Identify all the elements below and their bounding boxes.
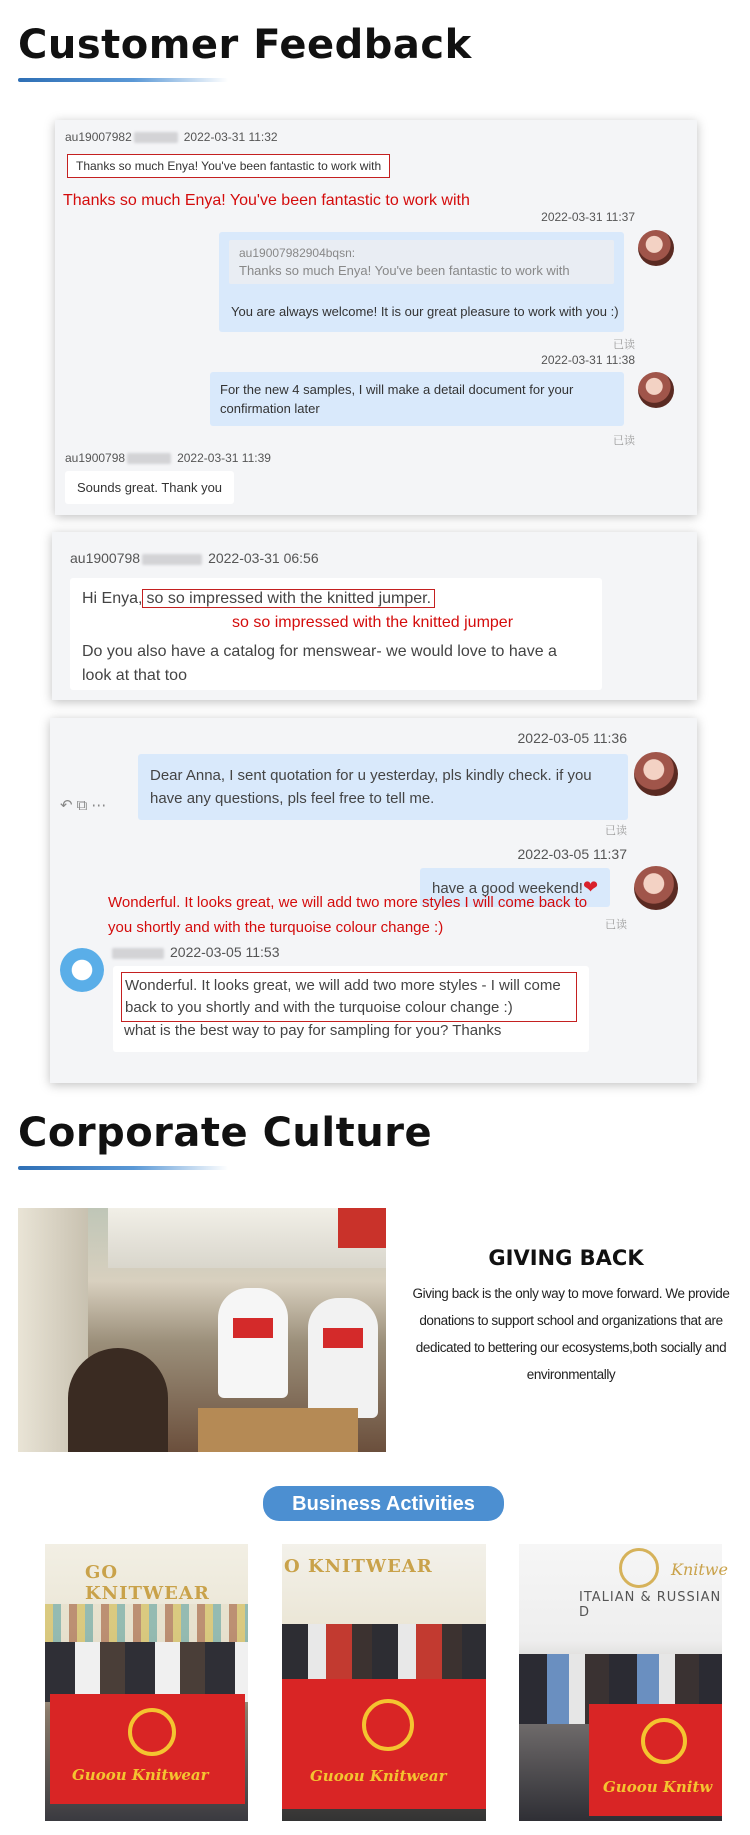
giving-back-photo [18, 1208, 386, 1452]
message-meta [65, 451, 271, 465]
message-text: Hi Enya, [82, 590, 143, 607]
flag-logo [641, 1718, 687, 1764]
blurred-text [142, 554, 202, 565]
read-status: 已读 [613, 339, 635, 351]
chat-screenshot-2 [52, 532, 697, 700]
highlighted-text: Wonderful. It looks great, we will add two more styles - I will come back to you shortly and with the turquoise colour change :) [121, 972, 577, 1022]
blurred-text [134, 132, 178, 143]
quote-sender: au19007982904bqsn: [239, 246, 356, 260]
title-underline [18, 1166, 228, 1170]
avatar[interactable] [60, 948, 104, 992]
message-time: 2022-03-31 11:37 [541, 210, 635, 224]
message-time: 2022-03-05 11:37 [517, 846, 627, 862]
avatar[interactable] [634, 866, 678, 910]
message-text: have a good weekend! [432, 880, 583, 897]
forward-icon[interactable]: ⧉ [76, 797, 92, 814]
message-text: You are always welcome! It is our great pleasure to work with you :) [231, 304, 619, 319]
business-activities-button[interactable]: Business Activities [263, 1486, 504, 1521]
highlighted-message: Thanks so much Enya! You've been fantastic to work with [67, 154, 390, 178]
read-status: 已读 [605, 919, 627, 931]
flag-logo [362, 1699, 414, 1751]
company-flag [50, 1694, 245, 1804]
photo-banner [338, 1208, 386, 1248]
activity-photo-2 [282, 1544, 486, 1821]
giving-back-title: GIVING BACK [488, 1246, 644, 1270]
blurred-text [127, 453, 171, 464]
message-time: 2022-03-05 11:36 [517, 730, 627, 746]
message-actions [60, 796, 110, 814]
more-icon[interactable]: ⋯ [91, 797, 111, 814]
photo-logo-text: Knitwe [671, 1560, 728, 1579]
message-meta [110, 944, 280, 960]
message-line-1 [82, 590, 435, 608]
flag-text: Guoou Knitwear [310, 1767, 447, 1785]
photo-children [68, 1348, 168, 1452]
avatar[interactable] [638, 372, 674, 408]
message-bubble [113, 966, 589, 1052]
reply-icon[interactable]: ↶ [60, 797, 77, 814]
company-flag [282, 1679, 486, 1809]
sender-id: au19007982 [65, 130, 132, 144]
photo-logo [619, 1548, 659, 1588]
photo-scarf [233, 1318, 273, 1338]
photo-sign: GO KNITWEAR [85, 1562, 210, 1604]
section-title-customer-feedback: Customer Feedback [18, 22, 472, 68]
message-bubble: Sounds great. Thank you [65, 471, 234, 504]
red-annotation: Thanks so much Enya! You've been fantastic to work with [63, 192, 470, 209]
sender-id: au1900798 [65, 451, 126, 465]
flag-text: Guoou Knitw [603, 1778, 713, 1796]
reply-bubble [219, 232, 624, 332]
message-text: what is the best way to pay for sampling for you? Thanks [124, 1022, 502, 1039]
flag-text: Guoou Knitwear [72, 1766, 209, 1784]
chat-screenshot-3 [50, 718, 697, 1083]
message-time: 2022-03-31 11:38 [541, 353, 635, 367]
message-meta [65, 130, 278, 144]
photo-sign: ITALIAN & RUSSIAN D [579, 1590, 722, 1620]
message-time: 2022-03-05 11:53 [170, 944, 280, 960]
red-annotation: Wonderful. It looks great, we will add two more styles I will come back to you shortly and with the turquoise colour change :) [108, 894, 588, 936]
photo-person [218, 1288, 288, 1398]
chat-screenshot-1 [55, 120, 697, 515]
read-status: 已读 [605, 825, 627, 837]
message-bubble: Dear Anna, I sent quotation for u yesterday, pls kindly check. if you have any questions, pls feel free to tell me. [138, 754, 628, 820]
photo-table [198, 1408, 358, 1452]
red-annotation: so so impressed with the knitted jumper [232, 614, 514, 631]
photo-person [308, 1298, 378, 1418]
message-time: 2022-03-31 11:32 [183, 130, 278, 144]
message-time: 2022-03-31 06:56 [208, 550, 319, 566]
giving-back-text: Giving back is the only way to move forward. We provide donations to support school and organizations that are dedicated to bettering our ecosystems,both socially and environmentally [412, 1286, 730, 1382]
heart-emoji-icon: ❤ [582, 877, 599, 897]
avatar[interactable] [634, 752, 678, 796]
company-flag [589, 1704, 722, 1816]
section-title-corporate-culture: Corporate Culture [18, 1110, 433, 1156]
message-time: 2022-03-31 11:39 [177, 451, 271, 465]
message-bubble [70, 578, 602, 690]
title-underline [18, 78, 228, 82]
read-status: 已读 [613, 435, 635, 447]
sender-id: au1900798 [70, 550, 141, 566]
quoted-message [229, 240, 614, 284]
message-bubble: For the new 4 samples, I will make a detail document for your confirmation later [210, 372, 624, 426]
blurred-sender [112, 948, 164, 959]
photo-people [45, 1642, 248, 1702]
activity-photo-1 [45, 1544, 248, 1821]
message-text: Do you also have a catalog for menswear- we would love to have a look at that too [82, 643, 557, 684]
flag-logo [128, 1708, 176, 1756]
photo-garment-rack [45, 1604, 248, 1644]
photo-scarf [323, 1328, 363, 1348]
activity-photo-3 [519, 1544, 728, 1821]
avatar[interactable] [638, 230, 674, 266]
highlighted-text: so so impressed with the knitted jumper. [142, 589, 435, 608]
quote-text: Thanks so much Enya! You've been fantastic to work with [239, 263, 570, 278]
message-meta [70, 550, 319, 566]
photo-sign: O KNITWEAR [284, 1556, 433, 1577]
